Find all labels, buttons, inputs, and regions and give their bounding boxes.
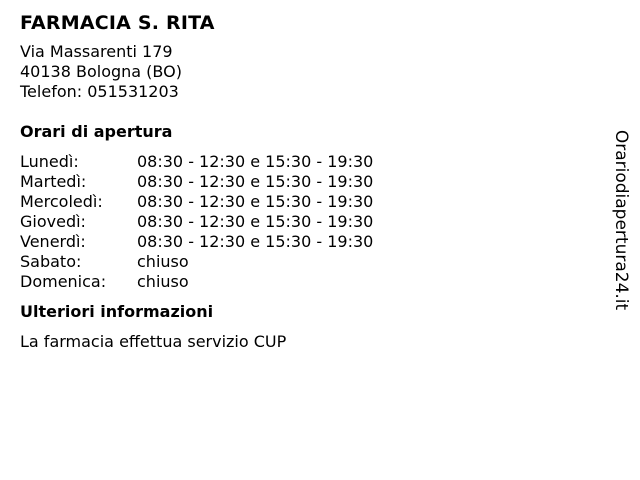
additional-info-text: La farmacia effettua servizio CUP <box>20 332 287 351</box>
hours-value: 08:30 - 12:30 e 15:30 - 19:30 <box>137 172 374 191</box>
day-label: Giovedì: <box>20 212 86 231</box>
hours-row-thursday <box>20 212 373 232</box>
opening-hours-table <box>20 152 373 292</box>
hours-row-tuesday <box>20 172 373 192</box>
hours-row-sunday <box>20 272 373 292</box>
opening-hours-heading: Orari di apertura <box>20 122 173 141</box>
site-watermark: Orariodiapertura24.it <box>611 129 631 311</box>
address-city: 40138 Bologna (BO) <box>20 62 182 81</box>
address-street: Via Massarenti 179 <box>20 42 173 61</box>
day-label: Mercoledì: <box>20 192 103 211</box>
hours-value: 08:30 - 12:30 e 15:30 - 19:30 <box>137 212 374 231</box>
day-label: Domenica: <box>20 272 107 291</box>
phone-number: Telefon: 051531203 <box>20 82 179 101</box>
day-label: Sabato: <box>20 252 82 271</box>
hours-value: 08:30 - 12:30 e 15:30 - 19:30 <box>137 192 374 211</box>
hours-value: chiuso <box>137 272 189 291</box>
hours-row-saturday <box>20 252 373 272</box>
pharmacy-name: FARMACIA S. RITA <box>20 12 215 34</box>
additional-info-heading: Ulteriori informazioni <box>20 302 214 321</box>
hours-value: 08:30 - 12:30 e 15:30 - 19:30 <box>137 152 374 171</box>
day-label: Lunedì: <box>20 152 79 171</box>
hours-row-wednesday <box>20 192 373 212</box>
day-label: Martedì: <box>20 172 87 191</box>
day-label: Venerdì: <box>20 232 86 251</box>
hours-value: 08:30 - 12:30 e 15:30 - 19:30 <box>137 232 374 251</box>
hours-value: chiuso <box>137 252 189 271</box>
pharmacy-card <box>20 10 600 352</box>
hours-row-friday <box>20 232 373 252</box>
hours-row-monday <box>20 152 373 172</box>
